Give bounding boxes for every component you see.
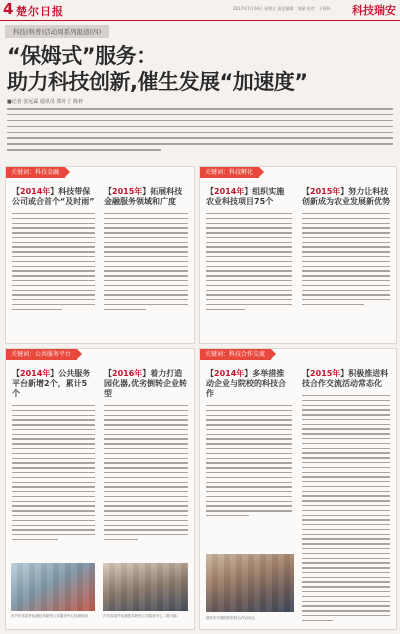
body-text (104, 405, 188, 540)
body-text (206, 213, 292, 310)
section-tech-finance (5, 166, 195, 344)
section-name: 科技瑞安 (352, 4, 396, 17)
item-heading: 【2014年】组织实施农业科技项目75个 (206, 187, 285, 206)
newspaper-name: 楚尔日报 (16, 5, 64, 18)
section-tech-cooperation (199, 348, 397, 630)
item-heading: 【2016年】着力打造园化器,优劣倒转企业转型 (104, 369, 188, 398)
page-header (0, 0, 400, 21)
item-heading: 【2015年】拓展科技金融服务领域和广度 (104, 187, 183, 206)
body-text (302, 395, 390, 621)
section-public-service-platform (5, 348, 195, 630)
photo-caption: 汽车零部件检测技术研发公共服务中心（图为陈） (103, 614, 180, 618)
lab-photo-1 (11, 563, 95, 611)
photo-caption: 瑞安市开展院校科技合作洽谈会 (206, 616, 255, 620)
column-2015 (302, 369, 390, 625)
column-2014 (12, 369, 95, 544)
item-heading: 【2014年】多举措推动企业与院校的科技合作 (206, 369, 286, 398)
byline: ■记者 张远霖 通讯员 郑叶丁 陈梓 (7, 99, 84, 105)
lead-text-lines (7, 108, 393, 154)
column-2015 (104, 187, 188, 313)
column-2014 (206, 187, 292, 313)
section-tech-incubation (199, 166, 397, 344)
series-tagline: 科技(科普)活动周系列报道(四) (5, 25, 109, 38)
body-text (302, 213, 390, 305)
column-2014 (12, 187, 95, 313)
body-text (12, 405, 95, 540)
section-title: 关键词：科技孵化 (200, 167, 259, 178)
section-title: 关键词：科技合作交流 (200, 349, 271, 360)
section-title: 关键词：科技金融 (6, 167, 65, 178)
body-text (104, 213, 188, 310)
issue-meta: 2017年7月14日 星期五 责任编辑：刘丽 校对：于莉伟 (233, 6, 331, 11)
lab-photo-2 (103, 563, 188, 611)
section-title: 关键词：公共服务平台 (6, 349, 77, 360)
body-text (12, 213, 95, 310)
item-heading: 【2015年】积极推进科技合作交流活动常态化 (302, 369, 389, 388)
page-number: 4 (3, 0, 14, 18)
column-2015 (302, 187, 390, 309)
lead-paragraph (7, 108, 393, 154)
headline-line-2: 助力科技创新,催生发展“加速度” (7, 70, 308, 94)
item-heading: 【2014年】科技带保公司或合首个“及时雨” (12, 187, 95, 206)
photo-caption: 市汽车零部件检测技术研发公共服务中心检测现场 (11, 614, 88, 618)
column-2014 (206, 369, 292, 520)
body-text (206, 405, 292, 516)
item-heading: 【2015年】努力让科技创新成为农业发展新优势 (302, 187, 390, 206)
meeting-photo (206, 554, 294, 612)
column-2016 (104, 369, 188, 544)
item-heading: 【2014年】公共服务平台新增2个，累计5个 (12, 369, 91, 398)
headline-line-1: “保姆式”服务： (7, 44, 157, 68)
